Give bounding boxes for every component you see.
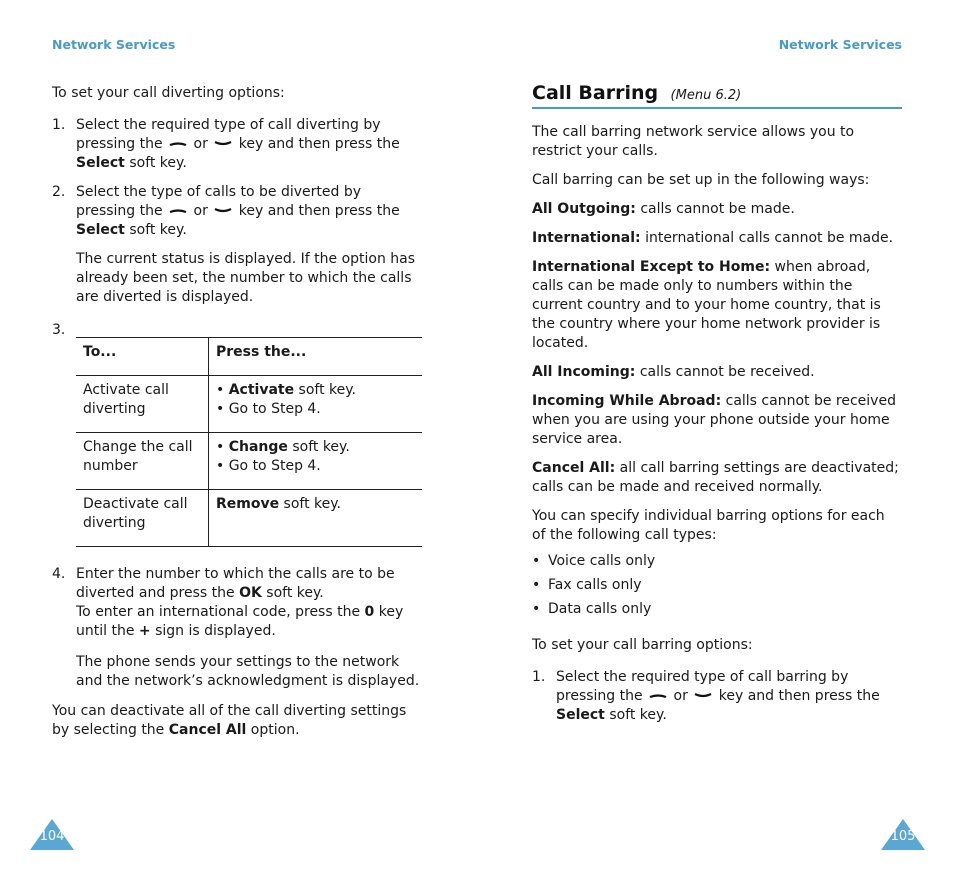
step-text: Select the required type of call diverting by pressing the xyxy=(76,117,381,152)
bullet-mark: • xyxy=(532,601,541,617)
option-desc: all call barring settings are deactivated; calls can be made and received normally. xyxy=(532,460,899,495)
step-text: key and then press the xyxy=(238,203,400,219)
bullet-mark: • xyxy=(216,439,229,455)
closing-text: option. xyxy=(250,722,300,738)
barring-option xyxy=(532,392,902,449)
select-softkey-label: Select xyxy=(76,155,125,171)
barring-step-1 xyxy=(532,668,902,725)
softkey-label: Remove xyxy=(216,496,280,512)
list-item xyxy=(532,576,902,595)
table-row xyxy=(76,433,422,490)
page-number-badge-left xyxy=(29,818,75,850)
barring-intro: To set your call barring options: xyxy=(532,637,753,653)
diverting-step-4 xyxy=(52,565,424,641)
option-term: All Incoming: xyxy=(532,364,636,380)
step-text: or xyxy=(673,688,688,704)
barring-option xyxy=(532,459,902,497)
table-cell-action: Deactivate call diverting xyxy=(76,490,209,547)
step-text: key and then press the xyxy=(238,136,400,152)
right-page-header: Network Services xyxy=(778,37,902,52)
softkey-label: Change xyxy=(228,439,288,455)
navigation-down-key-icon xyxy=(692,687,714,706)
list-item xyxy=(532,552,902,571)
step-text: key and then press the xyxy=(718,688,880,704)
option-term: All Outgoing: xyxy=(532,201,636,217)
diverting-step-2 xyxy=(52,183,424,240)
cell-text: soft key. xyxy=(279,496,342,512)
diverting-options-table xyxy=(76,337,422,547)
left-page xyxy=(52,0,424,876)
select-softkey-label: Select xyxy=(556,707,605,723)
cancel-all-label: Cancel All xyxy=(168,722,247,738)
barring-option xyxy=(532,200,902,219)
option-desc: calls cannot be received when you are using your phone outside your home service area. xyxy=(532,393,896,447)
table-row xyxy=(76,376,422,433)
ok-softkey-label: OK xyxy=(239,585,262,601)
softkey-label: Activate xyxy=(228,382,295,398)
right-page-content xyxy=(532,84,902,735)
barring-paragraph-1: The call barring network service allows you to restrict your calls. xyxy=(532,124,855,159)
step-number: 4. xyxy=(52,566,66,582)
table-cell-action: Change the call number xyxy=(76,433,209,490)
list-item xyxy=(532,600,902,619)
left-page-header: Network Services xyxy=(52,37,176,52)
table-row xyxy=(76,490,422,547)
list-item-text: Data calls only xyxy=(548,601,652,617)
navigation-up-key-icon xyxy=(167,202,189,221)
step-text: Select the type of calls to be diverted by pressing the xyxy=(76,184,362,219)
right-page xyxy=(532,0,902,876)
step-number: 3. xyxy=(52,322,66,338)
option-desc: international calls cannot be made. xyxy=(645,230,894,246)
navigation-down-key-icon xyxy=(212,202,234,221)
menu-reference: (Menu 6.2) xyxy=(670,88,742,103)
navigation-up-key-icon xyxy=(647,687,669,706)
cell-text: • Go to Step 4. xyxy=(216,401,321,417)
bullet-mark: • xyxy=(532,553,541,569)
table-header-to: To... xyxy=(76,338,209,376)
option-term: International Except to Home: xyxy=(532,259,771,275)
diverting-closing xyxy=(52,702,424,740)
step-text: To enter an international code, press the xyxy=(76,604,361,620)
table-cell-keys xyxy=(209,490,423,547)
step-text: soft key. xyxy=(129,222,187,238)
select-softkey-label: Select xyxy=(76,222,125,238)
option-term: Cancel All: xyxy=(532,460,616,476)
step-text: Enter the number to which the calls are to be diverted and press the xyxy=(76,566,395,601)
option-term: Incoming While Abroad: xyxy=(532,393,722,409)
table-header-row xyxy=(76,338,422,376)
page-number-badge-right xyxy=(880,818,926,850)
option-term: International: xyxy=(532,230,641,246)
barring-paragraph-3: You can specify individual barring options for each of the following call types: xyxy=(532,508,885,543)
closing-text: You can deactivate all of the call diverting settings by selecting the xyxy=(52,703,407,738)
cell-text: soft key. xyxy=(294,382,357,398)
list-item-text: Voice calls only xyxy=(548,553,656,569)
table-cell-keys xyxy=(209,376,423,433)
diverting-step-1 xyxy=(52,116,424,173)
barring-option xyxy=(532,229,902,248)
option-desc: when abroad, calls can be made only to numbers within the current country and to your home country, that is the country where your home network provider is located. xyxy=(532,259,881,351)
navigation-down-key-icon xyxy=(212,135,234,154)
step-number: 1. xyxy=(532,669,546,685)
step-text: sign is displayed. xyxy=(155,623,276,639)
list-item-text: Fax calls only xyxy=(548,577,642,593)
diverting-step-4-note: The phone sends your settings to the network and the network’s acknowledgment is displayed. xyxy=(76,654,420,689)
diverting-step-2-note: The current status is displayed. If the option has already been set, the number to which the calls are diverted is displayed. xyxy=(76,251,416,305)
bullet-mark: • xyxy=(216,382,229,398)
zero-key-label: 0 xyxy=(364,604,375,620)
cell-text: • Go to Step 4. xyxy=(216,458,321,474)
step-text: or xyxy=(193,203,208,219)
section-title: Call Barring xyxy=(532,82,659,104)
step-text: soft key. xyxy=(129,155,187,171)
barring-paragraph-2: Call barring can be set up in the following ways: xyxy=(532,172,870,188)
step-number: 2. xyxy=(52,184,66,200)
option-desc: calls cannot be received. xyxy=(639,364,815,380)
step-text: soft key. xyxy=(266,585,324,601)
barring-option xyxy=(532,258,902,353)
step-text: key until the xyxy=(76,604,404,639)
left-page-content xyxy=(52,84,424,750)
option-desc: calls cannot be made. xyxy=(640,201,795,217)
page-number: 104 xyxy=(39,829,65,844)
bullet-mark: • xyxy=(532,577,541,593)
table-cell-action: Activate call diverting xyxy=(76,376,209,433)
diverting-step-3 xyxy=(52,321,424,547)
navigation-up-key-icon xyxy=(167,135,189,154)
page-number: 105 xyxy=(890,829,916,844)
plus-sign-label: + xyxy=(138,623,151,639)
section-title-row xyxy=(532,84,902,109)
step-text: or xyxy=(193,136,208,152)
barring-option xyxy=(532,363,902,382)
step-text: Select the required type of call barring by pressing the xyxy=(556,669,849,704)
cell-text: soft key. xyxy=(287,439,350,455)
table-cell-keys xyxy=(209,433,423,490)
diverting-intro: To set your call diverting options: xyxy=(52,85,285,101)
table-header-press: Press the... xyxy=(209,338,423,376)
step-text: soft key. xyxy=(609,707,667,723)
step-number: 1. xyxy=(52,117,66,133)
